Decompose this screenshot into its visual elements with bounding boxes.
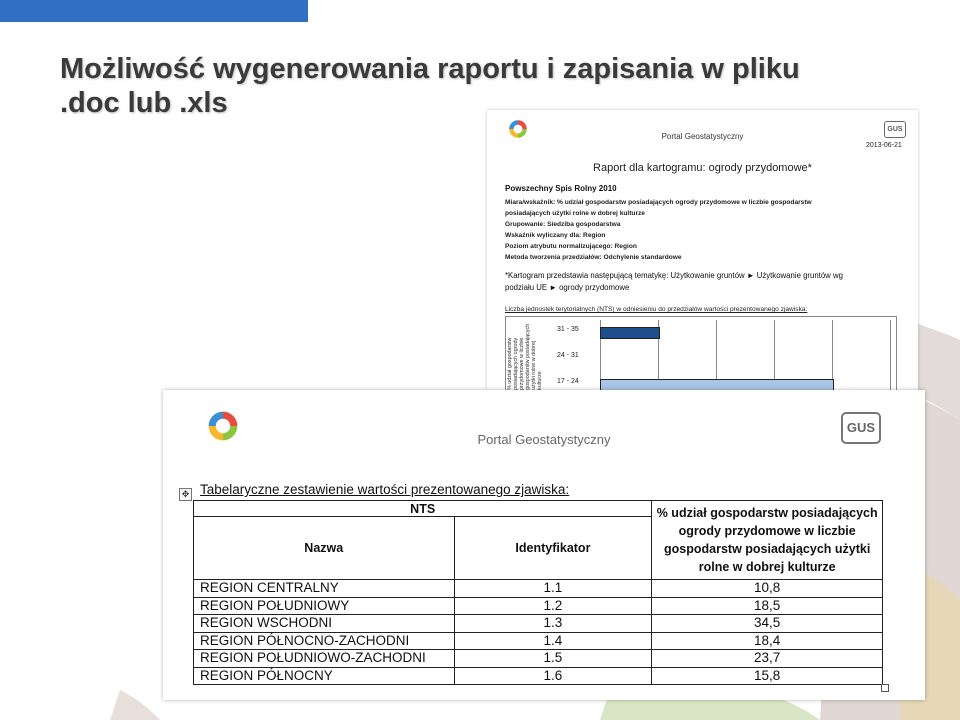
table-move-handle-icon[interactable]: ✥: [179, 488, 192, 501]
header-id: Identyfikator: [454, 517, 652, 580]
cell-value: 15,8: [652, 667, 883, 685]
cell-name: REGION PÓŁNOCNY: [194, 667, 455, 685]
report-metadata: [505, 197, 905, 263]
cell-id: 1.6: [454, 667, 652, 685]
cell-value: 10,8: [652, 580, 883, 598]
chart-bar: [600, 379, 834, 390]
table-row: [194, 650, 883, 668]
cell-name: REGION POŁUDNIOWY: [194, 597, 455, 615]
meta-line: Poziom atrybutu normalizującego: Region: [505, 243, 637, 250]
report-title: Raport dla kartogramu: ogrody przydomowe*: [593, 162, 812, 174]
cell-id: 1.4: [454, 632, 652, 650]
cell-id: 1.2: [454, 597, 652, 615]
header-name: Nazwa: [194, 517, 455, 580]
table-caption: Tabelaryczne zestawienie wartości prezentowanego zjawiska:: [200, 482, 570, 497]
report-date: 2013-06-21: [866, 142, 902, 149]
report-document-preview: [487, 110, 918, 390]
chart-gridline: [890, 320, 891, 390]
gus-logo: GUS: [841, 412, 881, 444]
meta-line: Grupowanie: Siedziba gospodarstwa: [505, 221, 621, 228]
header-value: % udział gospodarstw posiadających ogrody przydomowe w liczbie gospodarstw posiadających użytki rolne w dobrej kulturze: [652, 501, 883, 580]
cell-id: 1.5: [454, 650, 652, 668]
values-table: [193, 500, 883, 685]
cell-value: 18,4: [652, 632, 883, 650]
table-end-marker: [881, 684, 889, 692]
cell-value: 23,7: [652, 650, 883, 668]
slide-title-line-1: Możliwość wygenerowania raportu i zapisania w pliku: [60, 53, 800, 85]
table-row: [194, 580, 883, 598]
cell-value: 18,5: [652, 597, 883, 615]
gus-logo: GUS: [884, 121, 906, 138]
meta-line: Metoda tworzenia przedziałów: Odchylenie standardowe: [505, 254, 682, 261]
meta-line: Wskaźnik wyliczany dla: Region: [505, 232, 606, 239]
note-line: podziału UE ► ogrody przydomowe: [505, 283, 630, 292]
nts-caption: Liczba jednostek terytorialnych (NTS) w odniesieniu do przedziałów wartości prezentowanego zjawiska:: [505, 306, 808, 313]
portal-name: Portal Geostatystyczny: [477, 432, 611, 447]
chart-bar: [600, 327, 660, 339]
chart-plot-area: [600, 320, 892, 390]
slide-title-line-2: .doc lub .xls: [60, 87, 228, 119]
chart-y-axis-label: % udział gospodarstw posiadających ogrody przydomowe w liczbie gospodarstw posiadających użytki rolne w dobrej kulturze: [507, 323, 543, 390]
table-document-preview: [163, 390, 925, 700]
chart-category-label: 24 - 31: [557, 352, 579, 359]
table-row: [194, 632, 883, 650]
chart-category-label: 31 - 35: [557, 326, 579, 333]
chart-category-label: 17 - 24: [557, 378, 579, 385]
table-row: [194, 615, 883, 633]
meta-line: Miara/wskaźnik: % udział gospodarstw posiadających ogrody przydomowe w liczbie gospodarstw: [505, 199, 812, 206]
meta-line: posiadających użytki rolne w dobrej kulturze: [505, 210, 645, 217]
census-name: Powszechny Spis Rolny 2010: [505, 184, 617, 193]
portal-name: Portal Geostatystyczny: [661, 132, 744, 141]
table-row: [194, 667, 883, 685]
table-row: [194, 597, 883, 615]
cell-id: 1.1: [454, 580, 652, 598]
top-accent-bar: [0, 0, 308, 22]
cell-id: 1.3: [454, 615, 652, 633]
cell-name: REGION CENTRALNY: [194, 580, 455, 598]
report-note: [505, 270, 905, 294]
cell-name: REGION POŁUDNIOWO-ZACHODNI: [194, 650, 455, 668]
cell-name: REGION PÓŁNOCNO-ZACHODNI: [194, 632, 455, 650]
header-nts: NTS: [194, 501, 652, 517]
cell-name: REGION WSCHODNI: [194, 615, 455, 633]
note-line: *Kartogram przedstawia następującą tematykę: Użytkowanie gruntów ► Użytkowanie gruntów wg: [505, 271, 843, 280]
cell-value: 34,5: [652, 615, 883, 633]
